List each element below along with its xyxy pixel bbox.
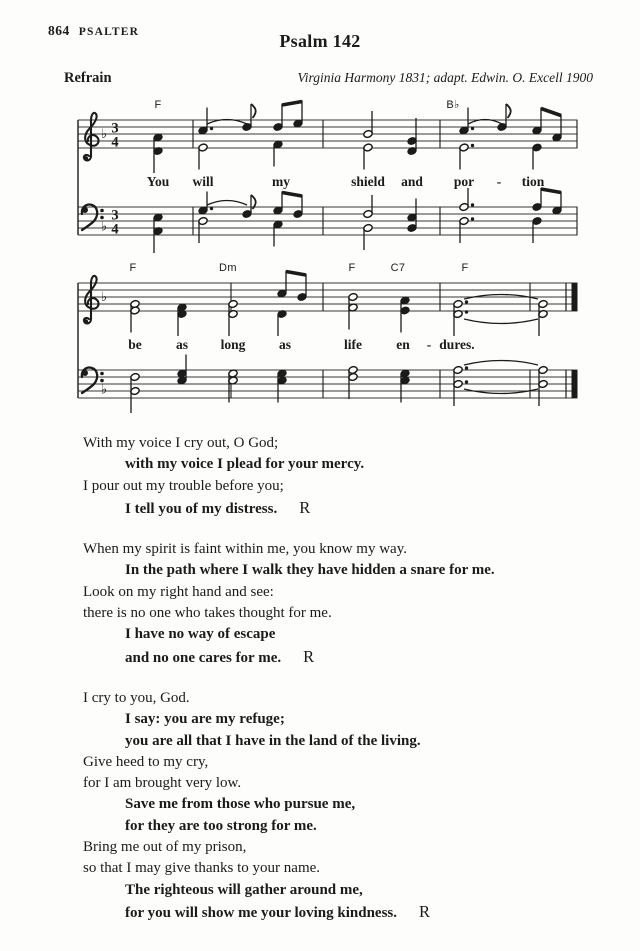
note	[228, 369, 238, 402]
psalm-line: I tell you of my distress. R	[125, 497, 311, 517]
note	[273, 140, 283, 166]
psalm-line: Look on my right hand and see:	[83, 583, 274, 600]
psalm-stanza	[83, 539, 613, 669]
note	[407, 118, 417, 155]
augmentation-dot	[210, 127, 213, 130]
note	[363, 224, 373, 250]
note	[277, 310, 287, 336]
lyric-syllable: -	[496, 174, 502, 189]
psalm-line: In the path where I walk they have hidden a snare for me.	[125, 562, 495, 579]
time-signature: 3	[111, 207, 119, 224]
beam	[282, 102, 302, 106]
note	[459, 217, 474, 243]
augmentation-dot	[471, 217, 474, 220]
notes	[130, 271, 548, 337]
note	[198, 108, 213, 135]
note	[453, 366, 468, 406]
music-system-1	[0, 95, 640, 257]
lyric-syllable: en	[396, 337, 410, 352]
refrain-line-1	[78, 99, 578, 253]
attribution: Virginia Harmony 1831; adapt. Edwin. O. Excell 1900	[297, 70, 593, 85]
psalm-stanza	[83, 688, 613, 924]
eighth-flag	[251, 104, 256, 118]
note	[363, 143, 373, 169]
note	[538, 300, 548, 336]
refrain-mark: R	[299, 497, 311, 517]
psalm-line: with my voice I plead for your mercy.	[125, 456, 365, 473]
lyric-syllable: You	[146, 174, 170, 189]
note	[153, 213, 163, 253]
augmentation-dot	[465, 366, 468, 369]
note	[297, 274, 307, 301]
lyric-syllable: life	[344, 337, 362, 352]
chord-label: F	[129, 262, 137, 274]
psalm-line: for you will show me your loving kindness. R	[125, 901, 431, 921]
note	[407, 199, 417, 233]
note	[130, 300, 140, 333]
note	[532, 188, 542, 211]
notes	[153, 101, 562, 174]
note	[348, 366, 358, 399]
page-number: 864	[48, 23, 70, 38]
tie-slur	[464, 361, 538, 366]
lyric-syllable: shield	[351, 174, 385, 189]
note	[153, 133, 163, 173]
note	[198, 217, 208, 243]
note	[363, 111, 373, 138]
chord-label: B♭	[446, 99, 460, 111]
note	[273, 220, 283, 246]
beam	[282, 193, 302, 197]
refrain-line-2	[78, 262, 578, 413]
tie-slur	[464, 319, 538, 324]
note	[532, 143, 542, 169]
psalm-line: for I am brought very low.	[83, 775, 242, 792]
note	[177, 303, 187, 336]
lyric-syllable: tion	[521, 174, 545, 189]
staff-lines	[78, 207, 578, 235]
note	[228, 300, 238, 336]
psalm-line: The righteous will gather around me,	[125, 881, 363, 898]
tie-slur	[207, 201, 247, 206]
lyric-syllable: and	[401, 174, 423, 189]
beam	[541, 109, 561, 116]
chord-label: Dm	[219, 262, 237, 274]
psalm-line: I cry to you, God.	[83, 689, 190, 706]
psalm-line: When my spirit is faint within me, you know my way.	[83, 541, 407, 558]
chord-label: F	[461, 262, 469, 274]
augmentation-dot	[210, 207, 213, 210]
section-label: PSALTER	[78, 26, 140, 38]
psalm-line: and no one cares for me. R	[125, 646, 315, 666]
time-signature: 4	[111, 134, 119, 151]
time-signature: 3	[111, 120, 119, 137]
psalm-line: With my voice I cry out, O God;	[83, 435, 279, 451]
psalm-line: I have no way of escape	[125, 626, 276, 643]
psalm-stanza	[83, 433, 613, 520]
psalm-line: so that I may give thanks to your name.	[83, 860, 321, 877]
beam	[286, 272, 306, 276]
note	[277, 271, 287, 298]
psalm-line: there is no one who takes thought for me.	[83, 605, 332, 622]
note	[459, 108, 474, 135]
augmentation-dot	[471, 144, 474, 147]
note	[459, 143, 474, 169]
final-thick-barline	[572, 283, 578, 311]
staff-lines	[78, 283, 578, 311]
augmentation-dot	[465, 300, 468, 303]
psalm-line: Save me from those who pursue me,	[125, 796, 356, 813]
beam	[541, 189, 561, 193]
note	[552, 115, 562, 142]
note	[538, 366, 548, 406]
eighth-flag	[506, 104, 511, 118]
augmentation-dot	[465, 310, 468, 313]
psalm-line: Bring me out of my prison,	[83, 839, 247, 856]
key-flat-bass: ♭	[101, 382, 108, 398]
time-signature: 4	[111, 221, 119, 238]
lyric-syllable: be	[128, 337, 142, 352]
chord-label: C7	[390, 262, 406, 274]
psalm-line: Give heed to my cry,	[83, 753, 209, 770]
refrain-mark: R	[303, 646, 315, 666]
refrain-mark: R	[419, 901, 431, 921]
psalm-line: you are all that I have in the land of the living.	[125, 732, 421, 749]
lyric-syllable: por	[453, 174, 475, 189]
note	[459, 188, 474, 211]
page-title: Psalm 142	[279, 31, 361, 51]
note	[130, 373, 140, 413]
note	[532, 217, 542, 243]
lyric-syllable: will	[192, 174, 214, 189]
note	[400, 369, 410, 402]
notes	[153, 188, 562, 253]
lyric-syllable: as	[278, 337, 292, 352]
lyric-syllable: -	[426, 337, 432, 352]
lyric-syllable: my	[272, 174, 290, 189]
chord-label: F	[348, 262, 356, 274]
lyric-syllable: dures.	[439, 337, 475, 352]
note	[273, 192, 283, 215]
key-flat-treble: ♭	[101, 290, 108, 305]
augmentation-dot	[465, 380, 468, 383]
note	[277, 369, 287, 402]
note	[453, 300, 468, 336]
psalm-line: I pour out my trouble before you;	[83, 477, 284, 494]
augmentation-dot	[471, 203, 474, 206]
note	[400, 296, 410, 332]
key-flat-bass: ♭	[101, 219, 108, 235]
note	[273, 104, 283, 131]
chord-label: F	[154, 99, 162, 111]
augmentation-dot	[471, 127, 474, 130]
music-system-2	[0, 258, 640, 426]
refrain-label: Refrain	[64, 70, 112, 86]
psalm-line: for they are too strong for me.	[125, 817, 317, 834]
note	[532, 108, 542, 135]
lyric-syllable: long	[220, 337, 246, 352]
note	[552, 192, 562, 215]
final-thick-barline	[572, 370, 578, 398]
key-flat-treble: ♭	[101, 127, 108, 142]
lyric-syllable: as	[175, 337, 189, 352]
psalm-line: I say: you are my refuge;	[125, 711, 285, 728]
psalm-text	[83, 433, 613, 943]
note	[198, 143, 208, 169]
